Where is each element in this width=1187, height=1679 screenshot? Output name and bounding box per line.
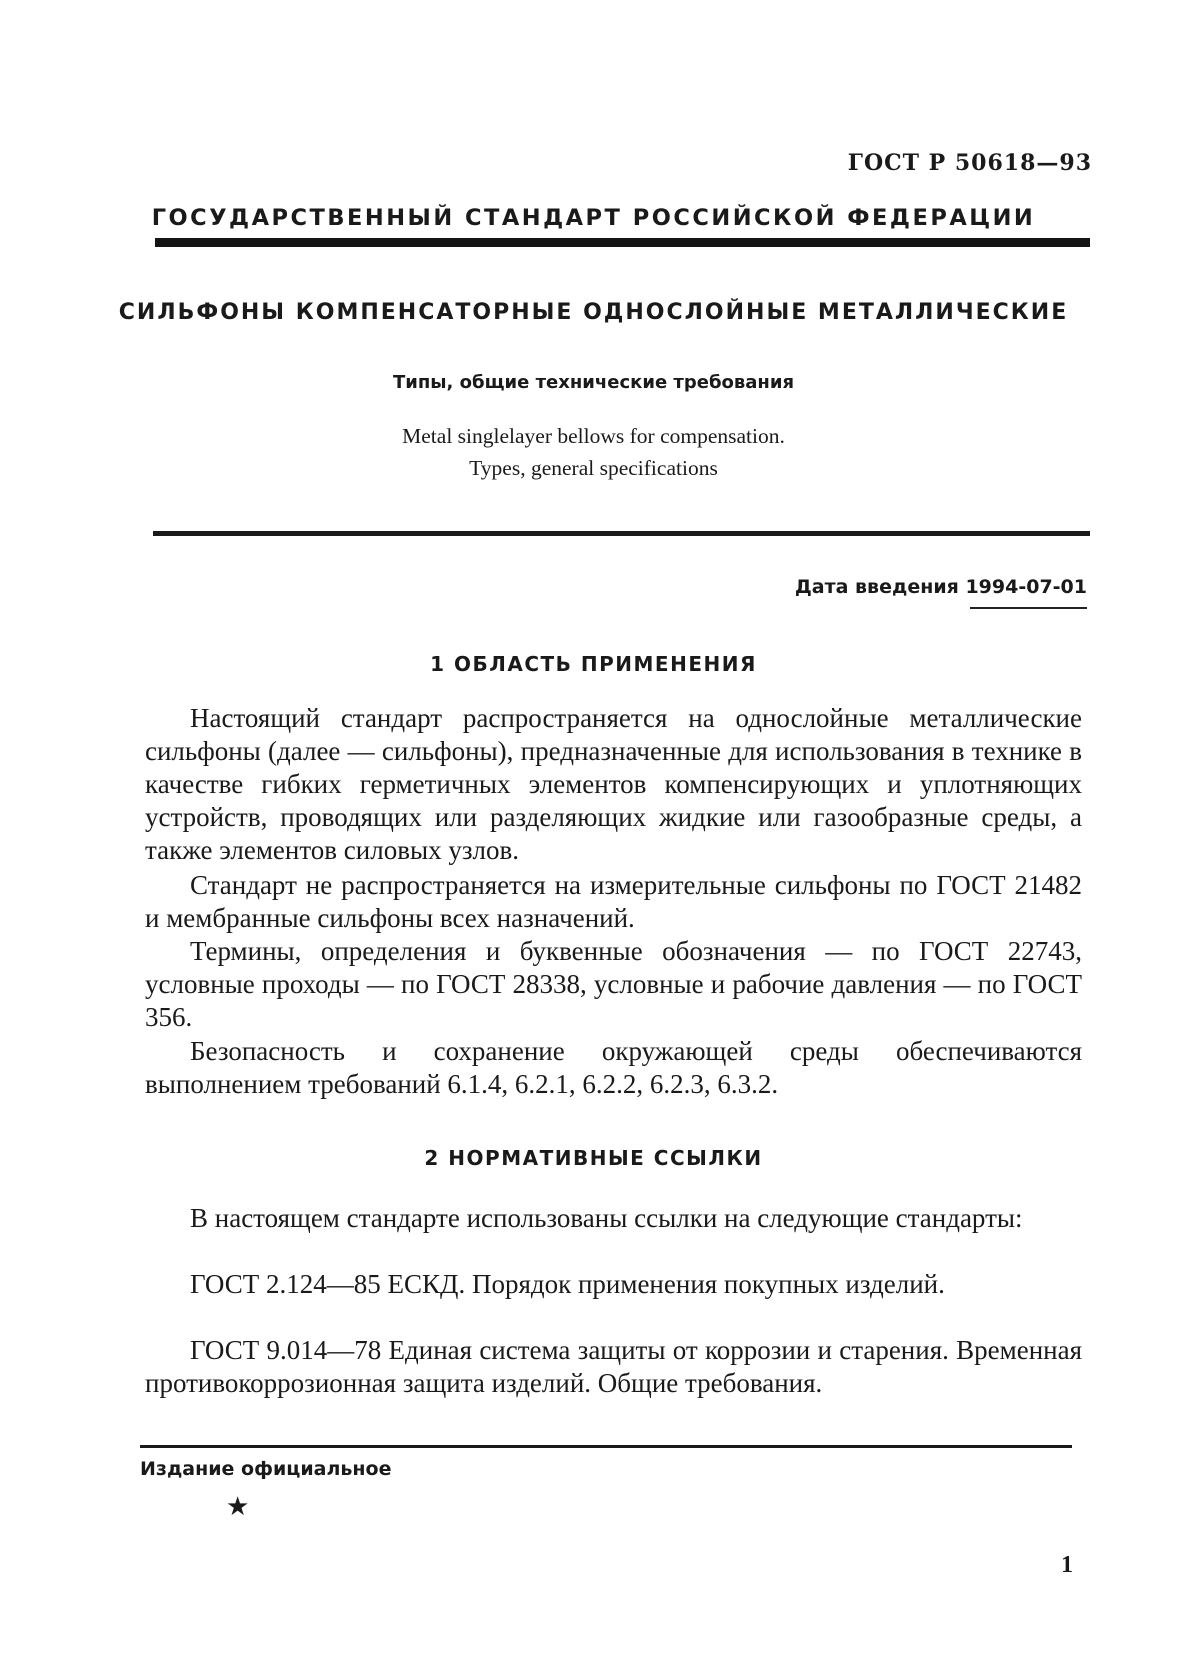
references-paragraph-1: В настоящем стандарте использованы ссылки на следующие стандарты: <box>190 1203 1023 1233</box>
footer-rule <box>140 1445 1072 1448</box>
official-edition-label: Издание официальное <box>140 1458 392 1480</box>
scope-paragraph-2: Стандарт не распространяется на измерительные сильфоны по ГОСТ 21482 и мембранные сильфоны всех назначений. <box>145 870 1082 933</box>
page-number: 1 <box>1061 1552 1073 1578</box>
references-paragraph-3: ГОСТ 9.014—78 Единая система защиты от коррозии и старения. Временная противокоррозионная защита изделий. Общие требования. <box>145 1335 1082 1398</box>
date-underline <box>970 607 1087 609</box>
document-title: СИЛЬФОНЫ КОМПЕНСАТОРНЫЕ ОДНОСЛОЙНЫЕ МЕТАЛЛИЧЕСКИЕ <box>118 300 1069 325</box>
introduction-date: Дата введения 1994-07-01 <box>794 576 1087 598</box>
star-icon: ★ <box>226 1492 250 1521</box>
document-number: ГОСТ Р 50618—93 <box>847 150 1092 176</box>
document-subtitle: Типы, общие технические требования <box>392 372 795 393</box>
state-standard-heading: ГОСУДАРСТВЕННЫЙ СТАНДАРТ РОССИЙСКОЙ ФЕДЕРАЦИИ <box>151 205 1036 231</box>
section-heading-scope: 1 ОБЛАСТЬ ПРИМЕНЕНИЯ <box>430 652 757 676</box>
references-paragraph-2: ГОСТ 2.124—85 ЕСКД. Порядок применения покупных изделий. <box>190 1269 945 1299</box>
english-title-line2: Types, general specifications <box>469 456 718 480</box>
scope-paragraph-4: Безопасность и сохранение окружающей среды обеспечиваются выполнением требований 6.1.4, 6.2.1, 6.2.2, 6.2.3, 6.3.2. <box>145 1036 1082 1099</box>
section-heading-references: 2 НОРМАТИВНЫЕ ССЫЛКИ <box>424 1146 763 1170</box>
scope-paragraph-3: Термины, определения и буквенные обозначения — по ГОСТ 22743, условные проходы — по ГОСТ 28338, условные и рабочие давления — по ГОСТ 356. <box>145 936 1082 1032</box>
top-rule <box>155 238 1090 247</box>
middle-rule <box>153 531 1090 536</box>
scope-paragraph-1: Настоящий стандарт распространяется на однослойные металлические сильфоны (далее — сильфоны), предназначенные для использования в технике в качестве гибких герметичных элементов компенсирующих и уплотняющих устройств, проводящих или разделяющих жидкие или газообразные среды, а также элементов силовых узлов. <box>145 703 1082 865</box>
english-title-line1: Metal singlelayer bellows for compensation. <box>402 424 785 448</box>
